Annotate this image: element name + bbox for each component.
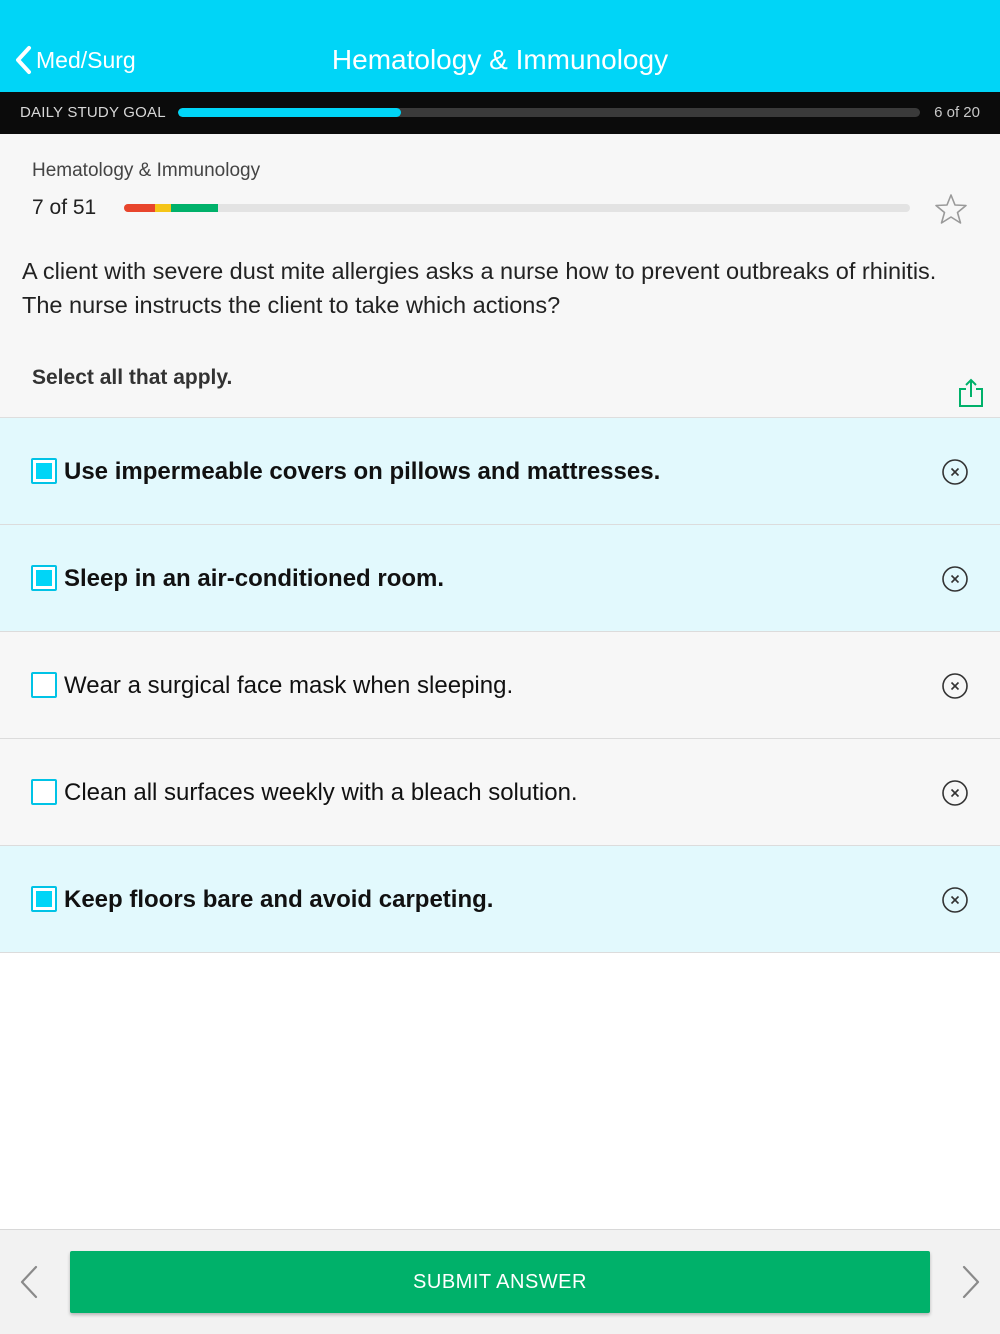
answer-checkbox[interactable] (31, 565, 57, 591)
eliminate-option-icon[interactable] (941, 458, 969, 486)
answer-option[interactable] (0, 525, 1000, 632)
chevron-left-icon[interactable] (16, 1264, 42, 1300)
answer-option-text: Clean all surfaces weekly with a bleach solution. (64, 779, 578, 806)
question-counter: 7 of 51 (32, 196, 97, 219)
eliminate-option-icon[interactable] (941, 779, 969, 807)
question-performance-track (124, 204, 910, 212)
share-icon[interactable] (958, 378, 984, 408)
submit-answer-button[interactable]: SUBMIT ANSWER (70, 1251, 930, 1313)
question-panel (0, 134, 1000, 418)
answer-option-text: Wear a surgical face mask when sleeping. (64, 672, 514, 699)
chevron-right-icon[interactable] (958, 1264, 984, 1300)
answer-checkbox[interactable] (31, 458, 57, 484)
daily-study-goal-bar (0, 92, 1000, 134)
question-instruction: Select all that apply. (32, 366, 233, 389)
answer-checkbox[interactable] (31, 779, 57, 805)
answer-options-list (0, 418, 1000, 953)
footer-bar (0, 1229, 1000, 1334)
study-goal-label: DAILY STUDY GOAL (20, 104, 166, 121)
answer-option[interactable] (0, 739, 1000, 846)
eliminate-option-icon[interactable] (941, 672, 969, 700)
eliminate-option-icon[interactable] (941, 565, 969, 593)
study-goal-progress-track (178, 108, 920, 117)
answer-option-text: Use impermeable covers on pillows and mattresses. (64, 458, 661, 485)
answer-checkbox[interactable] (31, 886, 57, 912)
question-text: A client with severe dust mite allergies asks a nurse how to prevent outbreaks of rhinitis. The nurse instructs the client to take which actions? (22, 258, 937, 318)
question-category: Hematology & Immunology (32, 160, 261, 181)
answer-option-text: Keep floors bare and avoid carpeting. (64, 886, 494, 913)
answer-option-text: Sleep in an air-conditioned room. (64, 565, 445, 592)
eliminate-option-icon[interactable] (941, 886, 969, 914)
performance-segment (155, 204, 171, 212)
back-button-label: Med/Surg (36, 46, 136, 73)
study-goal-count: 6 of 20 (934, 104, 980, 121)
performance-segment (171, 204, 218, 212)
answer-option[interactable] (0, 846, 1000, 953)
answer-option[interactable] (0, 632, 1000, 739)
answer-checkbox[interactable] (31, 672, 57, 698)
nav-bar (0, 0, 1000, 92)
page-title: Hematology & Immunology (331, 44, 669, 75)
answer-option[interactable] (0, 418, 1000, 525)
study-goal-progress-fill (178, 108, 401, 117)
performance-segment (124, 204, 155, 212)
star-outline-icon[interactable] (934, 192, 968, 226)
